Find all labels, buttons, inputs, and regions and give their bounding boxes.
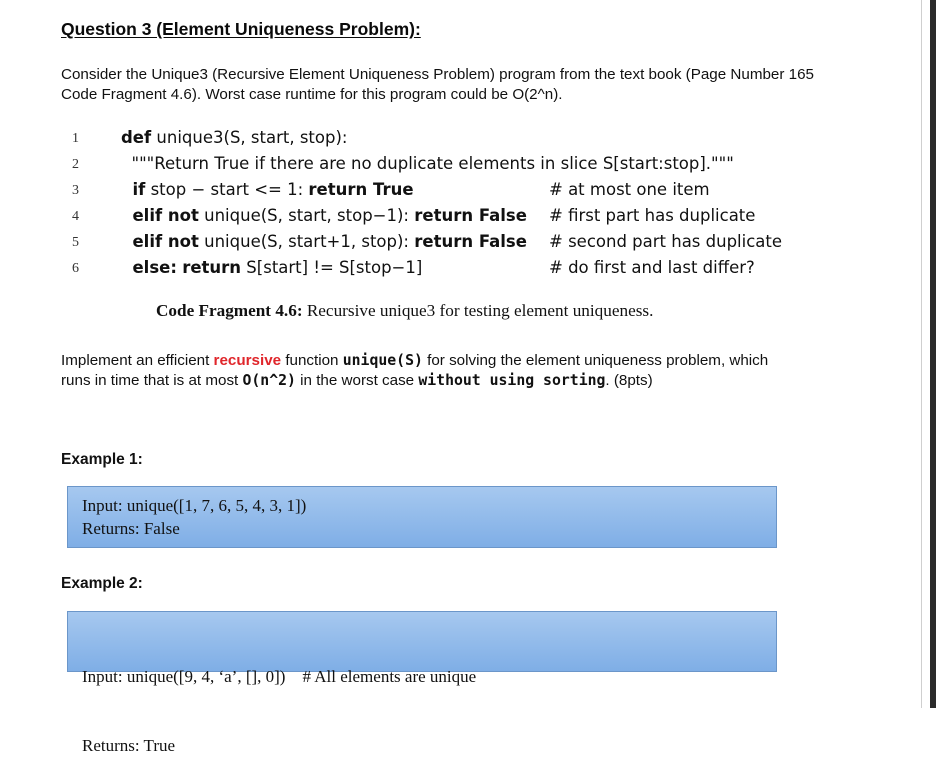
code-body: """Return True if there are no duplicate elements in slice S[start:stop].""" bbox=[121, 154, 734, 173]
code-line bbox=[61, 180, 821, 206]
code-keyword: return False bbox=[414, 206, 527, 225]
example-input: Input: unique([1, 7, 6, 5, 4, 3, 1]) bbox=[82, 496, 307, 515]
task-text: in the worst case bbox=[295, 372, 419, 389]
task-text: function bbox=[281, 352, 343, 369]
caption-text: Recursive unique3 for testing element uniqueness. bbox=[302, 301, 654, 320]
caption-label: Code Fragment 4.6: bbox=[156, 301, 303, 320]
code-comment: # do first and last differ? bbox=[549, 258, 755, 277]
code-caption bbox=[156, 301, 653, 321]
code-keyword: return False bbox=[414, 232, 527, 251]
code-text bbox=[121, 154, 734, 173]
code-keyword: return True bbox=[308, 180, 414, 199]
example-input: Input: unique([9, 4, ‘a’, [], 0]) # All elements are unique bbox=[82, 667, 477, 686]
line-number: 3 bbox=[72, 183, 79, 198]
recursive-highlight: recursive bbox=[213, 352, 282, 369]
constraint-text: without using sorting bbox=[418, 372, 606, 389]
code-comment: # at most one item bbox=[549, 180, 710, 199]
window-edge bbox=[930, 0, 936, 708]
code-fragment bbox=[61, 128, 821, 284]
example-returns: Returns: True bbox=[82, 736, 176, 755]
example-1-box bbox=[67, 486, 777, 548]
page-border bbox=[921, 0, 922, 708]
example-returns: Returns: False bbox=[82, 519, 180, 538]
code-keyword: elif not bbox=[121, 206, 199, 225]
code-text bbox=[121, 258, 422, 277]
example-2-box bbox=[67, 611, 777, 755]
line-number: 4 bbox=[72, 209, 79, 224]
line-number: 2 bbox=[72, 157, 79, 172]
code-line bbox=[61, 258, 821, 284]
code-comment: # first part has duplicate bbox=[549, 206, 756, 225]
code-keyword: else: bbox=[121, 258, 177, 277]
code-keyword: if bbox=[121, 180, 146, 199]
example-1-label: Example 1: bbox=[61, 451, 143, 468]
line-number: 5 bbox=[72, 235, 79, 250]
task-text: . (8pts) bbox=[605, 372, 653, 389]
task-text: for solving the element uniqueness problem, which runs in time that is at most bbox=[61, 352, 769, 389]
task-text: Implement an efficient bbox=[61, 352, 214, 369]
code-line bbox=[61, 232, 821, 258]
code-body: unique3(S, start, stop): bbox=[151, 128, 348, 147]
code-body: unique(S, start+1, stop): bbox=[198, 232, 415, 251]
code-body: stop − start <= 1: bbox=[145, 180, 309, 199]
code-text bbox=[121, 206, 527, 225]
question-heading: Question 3 (Element Uniqueness Problem): bbox=[61, 19, 421, 39]
intro-paragraph: Consider the Unique3 (Recursive Element Uniqueness Problem) program from the text book (Page Number 165 Code Fragment 4.6). Worst case runtime for this program could be O(2^n). bbox=[61, 66, 814, 103]
code-text bbox=[121, 180, 414, 199]
code-body: unique(S, start, stop−1): bbox=[198, 206, 415, 225]
code-line bbox=[61, 206, 821, 232]
code-line bbox=[61, 128, 821, 154]
line-number: 6 bbox=[72, 261, 79, 276]
code-text bbox=[121, 232, 527, 251]
task-paragraph bbox=[61, 351, 781, 391]
code-comment: # second part has duplicate bbox=[549, 232, 783, 251]
function-name: unique(S) bbox=[342, 352, 423, 369]
example-2-label: Example 2: bbox=[61, 575, 143, 592]
code-keyword: elif not bbox=[121, 232, 199, 251]
code-line bbox=[61, 154, 821, 180]
code-text bbox=[121, 128, 347, 147]
complexity-bound: O(n^2) bbox=[242, 372, 296, 389]
code-keyword: return bbox=[182, 258, 242, 277]
code-body: S[start] != S[stop−1] bbox=[241, 258, 423, 277]
code-keyword: def bbox=[121, 128, 152, 147]
line-number: 1 bbox=[72, 131, 79, 146]
